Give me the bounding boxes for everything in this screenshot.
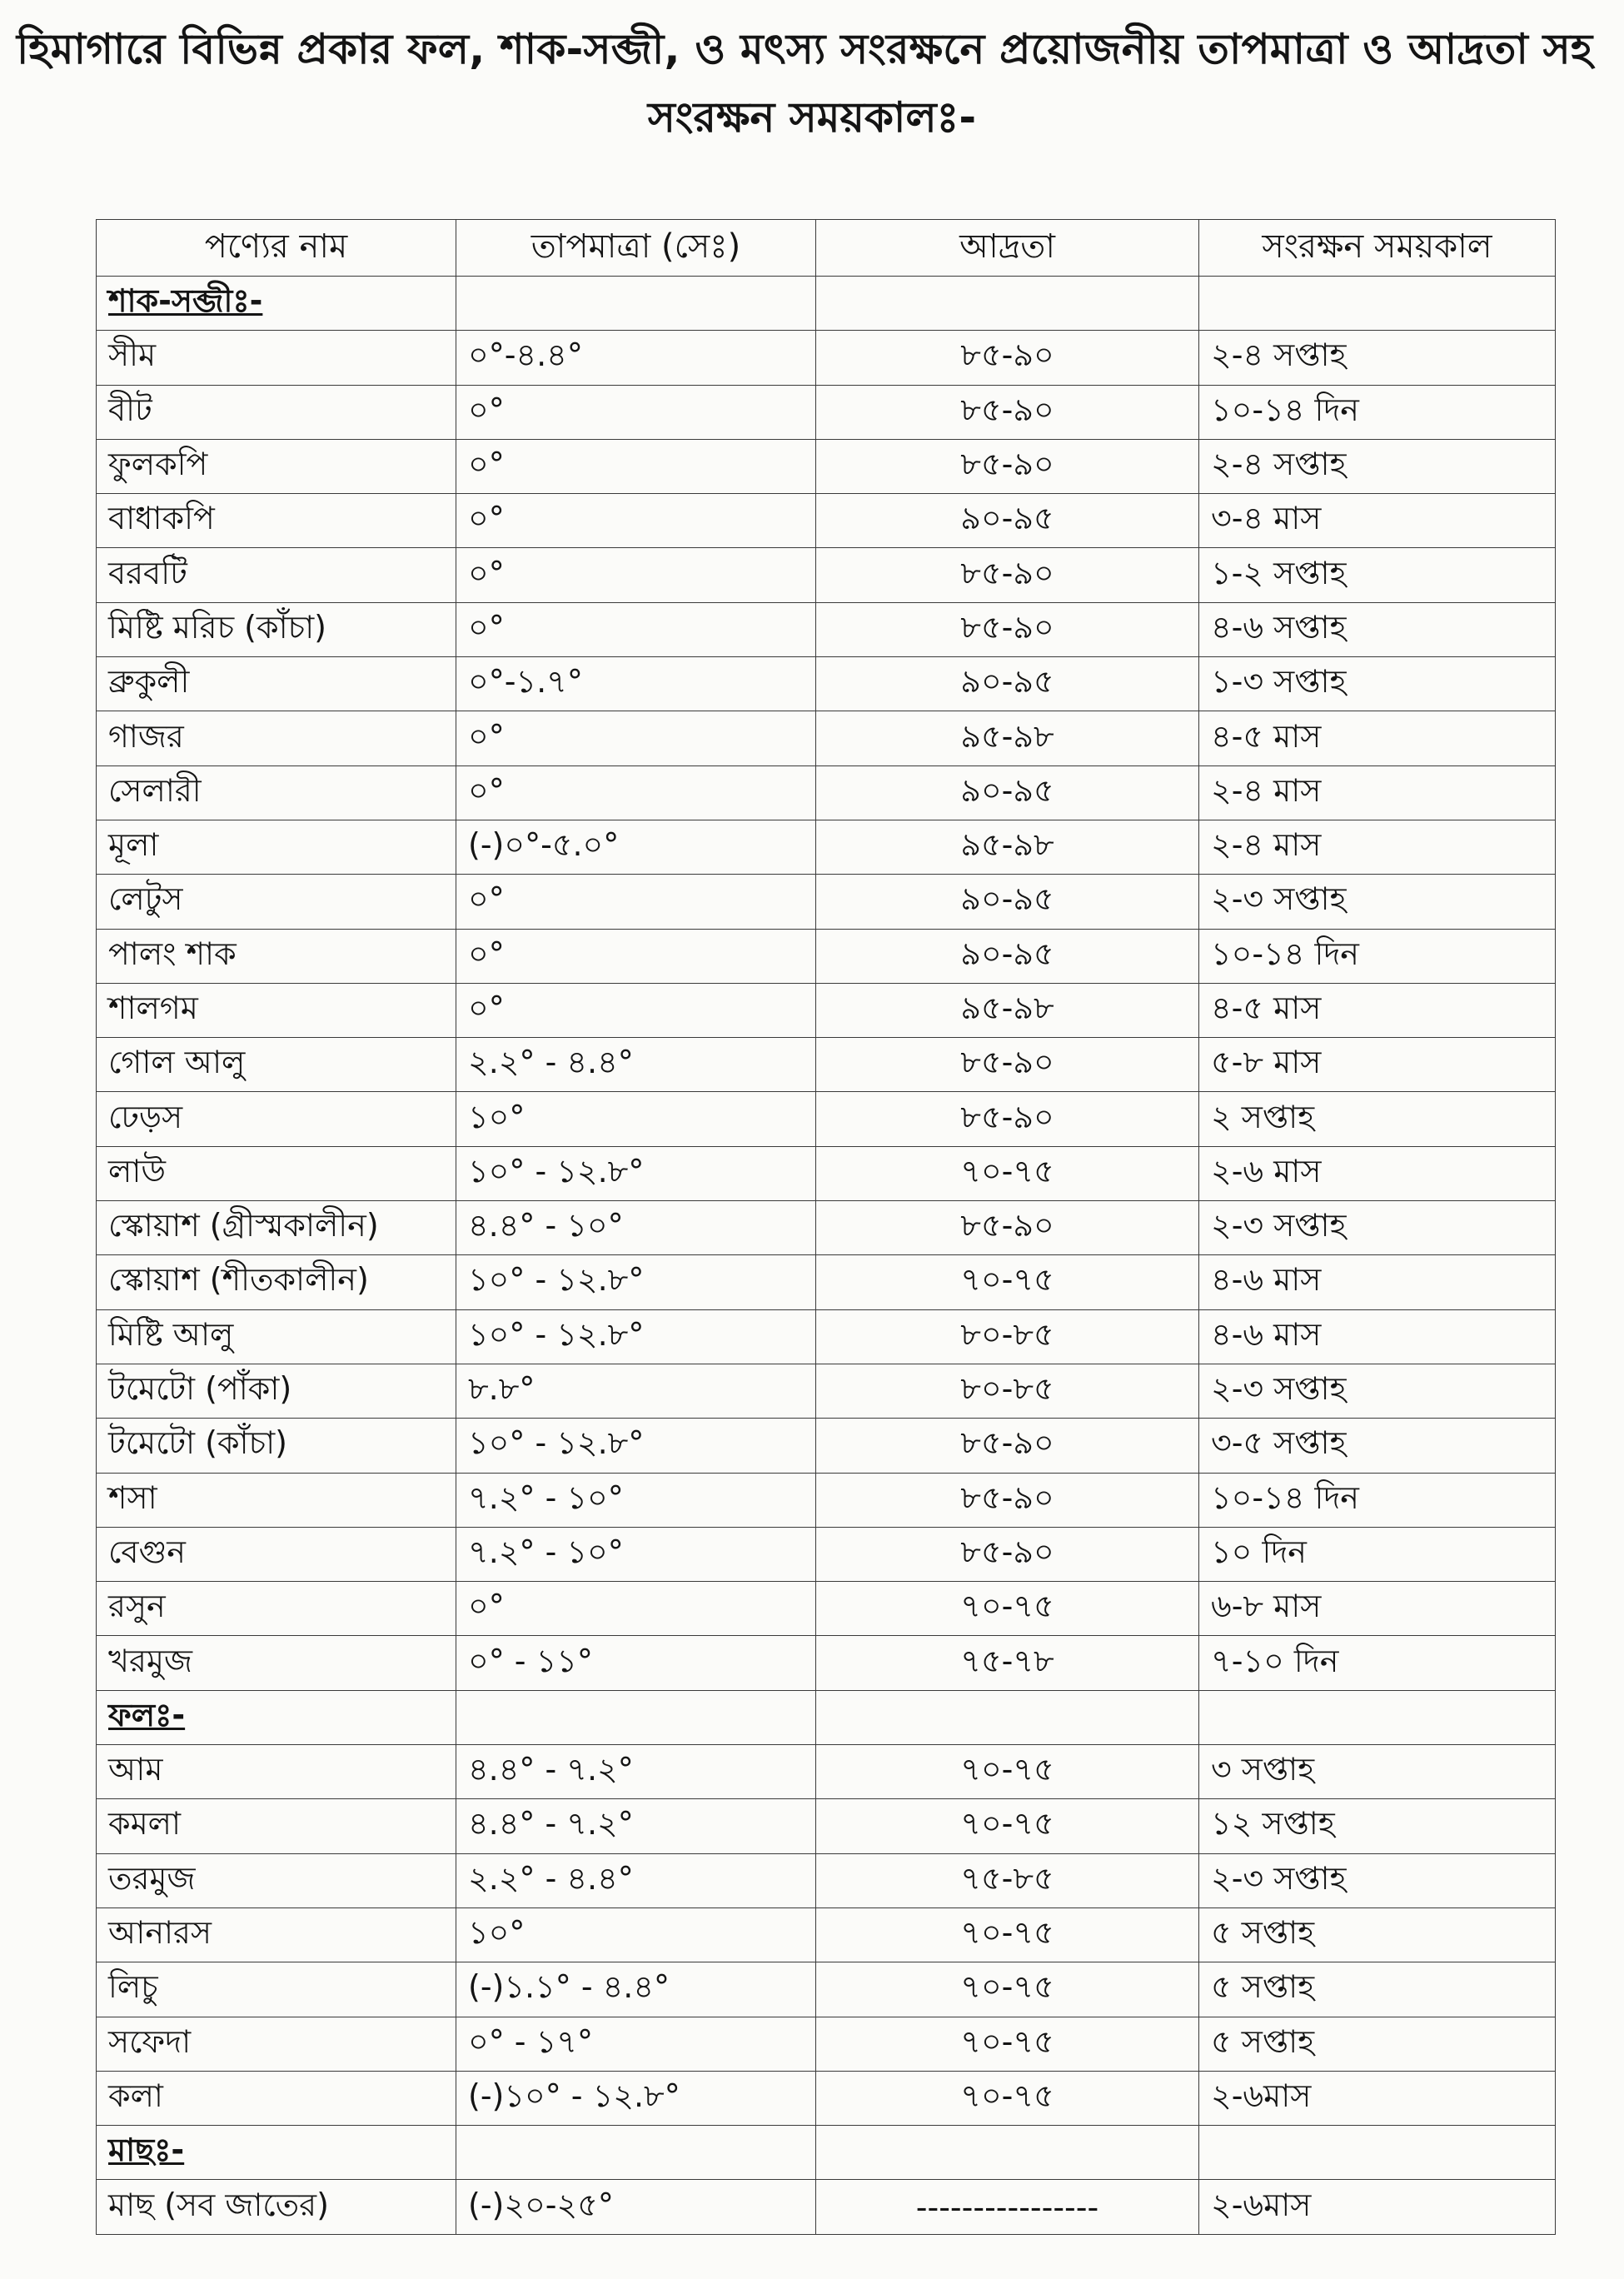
humidity-cell: ৮০-৮৫ xyxy=(816,1364,1199,1418)
temperature-cell: (-)২০-২৫° xyxy=(456,2180,816,2234)
humidity-cell: ৯০-৯৫ xyxy=(816,875,1199,929)
temperature-cell: ০°-৪.৪° xyxy=(456,331,816,385)
duration-cell: ২-৩ সপ্তাহ xyxy=(1199,875,1556,929)
temperature-cell: ০° xyxy=(456,875,816,929)
section-title: শাক-সব্জীঃ- xyxy=(108,282,263,320)
table-row xyxy=(97,2017,1556,2071)
humidity-cell: ৭০-৭৫ xyxy=(816,1907,1199,1962)
product-name-cell: গাজর xyxy=(97,711,456,765)
product-name-cell: রসুন xyxy=(97,1582,456,1636)
humidity-cell: ৭০-৭৫ xyxy=(816,1255,1199,1309)
temperature-cell: ০° xyxy=(456,711,816,765)
table-row xyxy=(97,2071,1556,2125)
table-row xyxy=(97,1636,1556,1690)
duration-cell: ২-৪ মাস xyxy=(1199,765,1556,820)
product-name-cell: সফেদা xyxy=(97,2017,456,2071)
table-row xyxy=(97,331,1556,385)
table-body xyxy=(97,277,1556,2235)
product-name-cell: স্কোয়াশ (শীতকালীন) xyxy=(97,1255,456,1309)
humidity-cell: ৮৫-৯০ xyxy=(816,331,1199,385)
humidity-cell: ৮৫-৯০ xyxy=(816,385,1199,439)
table-row xyxy=(97,602,1556,656)
humidity-cell: ৭৫-৮৫ xyxy=(816,1853,1199,1907)
temperature-cell: ০° xyxy=(456,385,816,439)
duration-cell: ৪-৫ মাস xyxy=(1199,711,1556,765)
temperature-cell: ১০° - ১২.৮° xyxy=(456,1309,816,1364)
temperature-cell: ৮.৮° xyxy=(456,1364,816,1418)
table-row xyxy=(97,765,1556,820)
table-row xyxy=(97,1146,1556,1200)
table-row xyxy=(97,548,1556,602)
table-row xyxy=(97,1527,1556,1581)
header-storage-duration: সংরক্ষন সময়কাল xyxy=(1199,220,1556,277)
humidity-cell: ৭০-৭৫ xyxy=(816,1799,1199,1853)
duration-cell: ৪-৬ সপ্তাহ xyxy=(1199,602,1556,656)
table-row xyxy=(97,1799,1556,1853)
section-row xyxy=(97,277,1556,331)
product-name-cell: শালগম xyxy=(97,983,456,1037)
section-title-cell xyxy=(97,277,456,331)
product-name-cell: সেলারী xyxy=(97,765,456,820)
duration-cell: ৩-৫ সপ্তাহ xyxy=(1199,1419,1556,1473)
temperature-cell: ৪.৪° - ৭.২° xyxy=(456,1745,816,1799)
duration-cell: ৫ সপ্তাহ xyxy=(1199,1962,1556,2017)
product-name-cell: ঢেড়স xyxy=(97,1092,456,1146)
temperature-cell: ০° xyxy=(456,494,816,548)
temperature-cell: ১০° - ১২.৮° xyxy=(456,1255,816,1309)
empty-cell xyxy=(816,277,1199,331)
table-row xyxy=(97,1364,1556,1418)
table-row xyxy=(97,2180,1556,2234)
duration-cell: ২-৬ মাস xyxy=(1199,1146,1556,1200)
temperature-cell: ০° xyxy=(456,1582,816,1636)
product-name-cell: পালং শাক xyxy=(97,929,456,983)
document-title: হিমাগারে বিভিন্ন প্রকার ফল, শাক-সব্জী, ও মৎস্য সংরক্ষনে প্রয়োজনীয় তাপমাত্রা ও আদ্রতা সহ xyxy=(17,25,1593,73)
table-row xyxy=(97,439,1556,493)
humidity-cell: ৭০-৭৫ xyxy=(816,1582,1199,1636)
temperature-cell: (-)১০° - ১২.৮° xyxy=(456,2071,816,2125)
table-row xyxy=(97,1419,1556,1473)
temperature-cell: ২.২° - ৪.৪° xyxy=(456,1038,816,1092)
table-row xyxy=(97,1309,1556,1364)
duration-cell: ২-৪ সপ্তাহ xyxy=(1199,439,1556,493)
duration-cell: ২ সপ্তাহ xyxy=(1199,1092,1556,1146)
duration-cell: ৪-৬ মাস xyxy=(1199,1255,1556,1309)
temperature-cell: ১০° xyxy=(456,1907,816,1962)
temperature-cell: ৭.২° - ১০° xyxy=(456,1473,816,1527)
duration-cell: ১-৩ সপ্তাহ xyxy=(1199,657,1556,711)
product-name-cell: স্কোয়াশ (গ্রীস্মকালীন) xyxy=(97,1201,456,1255)
product-name-cell: বেগুন xyxy=(97,1527,456,1581)
table-row xyxy=(97,1201,1556,1255)
table-row xyxy=(97,1853,1556,1907)
duration-cell: ২-৩ সপ্তাহ xyxy=(1199,1364,1556,1418)
product-name-cell: মাছ (সব জাতের) xyxy=(97,2180,456,2234)
humidity-cell: ---------------- xyxy=(816,2180,1199,2234)
temperature-cell: ১০° - ১২.৮° xyxy=(456,1419,816,1473)
humidity-cell: ৮৫-৯০ xyxy=(816,548,1199,602)
section-title-cell xyxy=(97,2126,456,2180)
empty-cell xyxy=(1199,1690,1556,1744)
section-row xyxy=(97,2126,1556,2180)
humidity-cell: ৮৫-৯০ xyxy=(816,1473,1199,1527)
product-name-cell: বরবটি xyxy=(97,548,456,602)
product-name-cell: গোল আলু xyxy=(97,1038,456,1092)
temperature-cell: ০° xyxy=(456,602,816,656)
humidity-cell: ৮৫-৯০ xyxy=(816,1038,1199,1092)
duration-cell: ১০-১৪ দিন xyxy=(1199,929,1556,983)
table-row xyxy=(97,983,1556,1037)
table-row xyxy=(97,929,1556,983)
header-humidity: আদ্রতা xyxy=(816,220,1199,277)
humidity-cell: ৭০-৭৫ xyxy=(816,1745,1199,1799)
humidity-cell: ৯০-৯৫ xyxy=(816,929,1199,983)
duration-cell: ১০-১৪ দিন xyxy=(1199,1473,1556,1527)
table-row xyxy=(97,1473,1556,1527)
table-row xyxy=(97,1962,1556,2017)
empty-cell xyxy=(456,1690,816,1744)
humidity-cell: ৮৫-৯০ xyxy=(816,1201,1199,1255)
duration-cell: ৩-৪ মাস xyxy=(1199,494,1556,548)
temperature-cell: ১০° - ১২.৮° xyxy=(456,1146,816,1200)
humidity-cell: ৭০-৭৫ xyxy=(816,2017,1199,2071)
table-row xyxy=(97,385,1556,439)
table-row xyxy=(97,1907,1556,1962)
table-row xyxy=(97,820,1556,874)
duration-cell: ৫ সপ্তাহ xyxy=(1199,1907,1556,1962)
section-row xyxy=(97,1690,1556,1744)
duration-cell: ৩ সপ্তাহ xyxy=(1199,1745,1556,1799)
table-row xyxy=(97,1038,1556,1092)
humidity-cell: ৮০-৮৫ xyxy=(816,1309,1199,1364)
empty-cell xyxy=(816,1690,1199,1744)
temperature-cell: ০° xyxy=(456,548,816,602)
empty-cell xyxy=(456,2126,816,2180)
temperature-cell: ০° xyxy=(456,765,816,820)
empty-cell xyxy=(1199,277,1556,331)
humidity-cell: ৯৫-৯৮ xyxy=(816,820,1199,874)
humidity-cell: ৮৫-৯০ xyxy=(816,1419,1199,1473)
section-title: মাছঃ- xyxy=(108,2132,185,2169)
humidity-cell: ৭০-৭৫ xyxy=(816,1146,1199,1200)
header-temperature: তাপমাত্রা (সেঃ) xyxy=(456,220,816,277)
humidity-cell: ৯৫-৯৮ xyxy=(816,711,1199,765)
duration-cell: ৫-৮ মাস xyxy=(1199,1038,1556,1092)
duration-cell: ২-৪ সপ্তাহ xyxy=(1199,331,1556,385)
product-name-cell: ব্রুকুলী xyxy=(97,657,456,711)
product-name-cell: আনারস xyxy=(97,1907,456,1962)
duration-cell: ৪-৫ মাস xyxy=(1199,983,1556,1037)
temperature-cell: ০°-১.৭° xyxy=(456,657,816,711)
duration-cell: ৬-৮ মাস xyxy=(1199,1582,1556,1636)
humidity-cell: ৭০-৭৫ xyxy=(816,2071,1199,2125)
product-name-cell: শসা xyxy=(97,1473,456,1527)
temperature-cell: ৭.২° - ১০° xyxy=(456,1527,816,1581)
duration-cell: ৪-৬ মাস xyxy=(1199,1309,1556,1364)
temperature-cell: ২.২° - ৪.৪° xyxy=(456,1853,816,1907)
duration-cell: ২-৩ সপ্তাহ xyxy=(1199,1853,1556,1907)
temperature-cell: ৪.৪° - ১০° xyxy=(456,1201,816,1255)
humidity-cell: ৮৫-৯০ xyxy=(816,439,1199,493)
humidity-cell: ৮৫-৯০ xyxy=(816,602,1199,656)
duration-cell: ২-৪ মাস xyxy=(1199,820,1556,874)
humidity-cell: ৯৫-৯৮ xyxy=(816,983,1199,1037)
empty-cell xyxy=(1199,2126,1556,2180)
table-row xyxy=(97,494,1556,548)
header-product-name: পণ্যের নাম xyxy=(97,220,456,277)
product-name-cell: লেটুস xyxy=(97,875,456,929)
temperature-cell: (-)১.১° - ৪.৪° xyxy=(456,1962,816,2017)
table-row xyxy=(97,1092,1556,1146)
product-name-cell: মিষ্টি মরিচ (কাঁচা) xyxy=(97,602,456,656)
humidity-cell: ৭৫-৭৮ xyxy=(816,1636,1199,1690)
product-name-cell: ফুলকপি xyxy=(97,439,456,493)
table-row xyxy=(97,1745,1556,1799)
temperature-cell: (-)০°-৫.০° xyxy=(456,820,816,874)
humidity-cell: ৮৫-৯০ xyxy=(816,1527,1199,1581)
storage-table xyxy=(96,219,1556,2235)
temperature-cell: ১০° xyxy=(456,1092,816,1146)
humidity-cell: ৯০-৯৫ xyxy=(816,657,1199,711)
duration-cell: ১২ সপ্তাহ xyxy=(1199,1799,1556,1853)
product-name-cell: লাউ xyxy=(97,1146,456,1200)
duration-cell: ১০-১৪ দিন xyxy=(1199,385,1556,439)
empty-cell xyxy=(456,277,816,331)
temperature-cell: ০° xyxy=(456,929,816,983)
temperature-cell: ৪.৪° - ৭.২° xyxy=(456,1799,816,1853)
humidity-cell: ৯০-৯৫ xyxy=(816,494,1199,548)
duration-cell: ২-৩ সপ্তাহ xyxy=(1199,1201,1556,1255)
temperature-cell: ০° - ১১° xyxy=(456,1636,816,1690)
product-name-cell: বাধাকপি xyxy=(97,494,456,548)
product-name-cell: মূলা xyxy=(97,820,456,874)
product-name-cell: তরমুজ xyxy=(97,1853,456,1907)
temperature-cell: ০° xyxy=(456,983,816,1037)
duration-cell: ২-৬মাস xyxy=(1199,2180,1556,2234)
duration-cell: ১০ দিন xyxy=(1199,1527,1556,1581)
section-title: ফলঃ- xyxy=(108,1696,186,1733)
section-title-cell xyxy=(97,1690,456,1744)
product-name-cell: বীট xyxy=(97,385,456,439)
duration-cell: ২-৬মাস xyxy=(1199,2071,1556,2125)
product-name-cell: কমলা xyxy=(97,1799,456,1853)
table-row xyxy=(97,875,1556,929)
temperature-cell: ০° xyxy=(456,439,816,493)
table-row xyxy=(97,1582,1556,1636)
product-name-cell: কলা xyxy=(97,2071,456,2125)
duration-cell: ৫ সপ্তাহ xyxy=(1199,2017,1556,2071)
header-row xyxy=(97,220,1556,277)
product-name-cell: সীম xyxy=(97,331,456,385)
duration-cell: ৭-১০ দিন xyxy=(1199,1636,1556,1690)
product-name-cell: আম xyxy=(97,1745,456,1799)
product-name-cell: টমেটো (কাঁচা) xyxy=(97,1419,456,1473)
duration-cell: ১-২ সপ্তাহ xyxy=(1199,548,1556,602)
empty-cell xyxy=(816,2126,1199,2180)
table-row xyxy=(97,657,1556,711)
product-name-cell: লিচু xyxy=(97,1962,456,2017)
product-name-cell: খরমুজ xyxy=(97,1636,456,1690)
product-name-cell: টমেটো (পাঁকা) xyxy=(97,1364,456,1418)
humidity-cell: ৯০-৯৫ xyxy=(816,765,1199,820)
table-row xyxy=(97,711,1556,765)
product-name-cell: মিষ্টি আলু xyxy=(97,1309,456,1364)
temperature-cell: ০° - ১৭° xyxy=(456,2017,816,2071)
document-subtitle: সংরক্ষন সময়কালঃ- xyxy=(647,93,977,142)
humidity-cell: ৭০-৭৫ xyxy=(816,1962,1199,2017)
humidity-cell: ৮৫-৯০ xyxy=(816,1092,1199,1146)
table-row xyxy=(97,1255,1556,1309)
